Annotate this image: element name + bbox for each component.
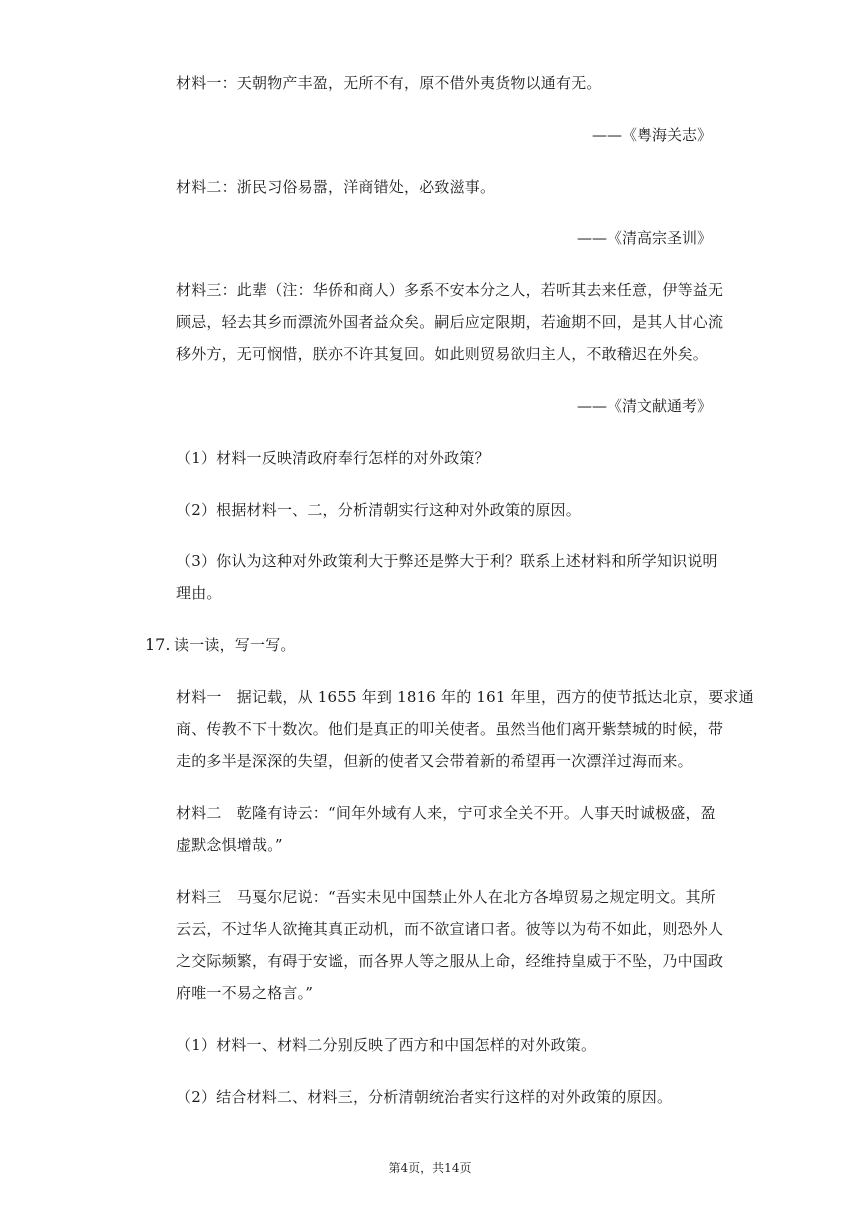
material-2-text: 材料二：浙民习俗易嚣，洋商错处，必致滋事。 (176, 178, 496, 196)
question-17-2: （2）结合材料二、材料三，分析清朝统治者实行这样的对外政策的原因。 (176, 1088, 673, 1106)
q17-material-3-line: 府唯一不易之格言。” (176, 984, 314, 1002)
q17-material-3-line: 材料三 马戛尔尼说：“吾实未见中国禁止外人在北方各埠贸易之规定明文。其所 (176, 888, 716, 906)
material-3-source: ——《清文献通考》 (576, 397, 712, 415)
question-16-1: （1）材料一反映清政府奉行怎样的对外政策？ (176, 449, 490, 467)
material-3-line: 材料三：此辈（注：华侨和商人）多系不安本分之人，若听其去来任意，伊等益无 (176, 281, 724, 299)
question-17-heading: 读一读，写一写。 (174, 636, 296, 654)
q17-material-1-line: 材料一 据记载，从 1655 年到 1816 年的 161 年里，西方的使节抵达北京，要求通 (176, 688, 754, 706)
q17-material-1-line: 商、传教不下十数次。他们是真正的叩关使者。虽然当他们离开紫禁城的时候，带 (176, 720, 724, 738)
question-16-2: （2）根据材料一、二，分析清朝实行这种对外政策的原因。 (176, 501, 581, 519)
q17-material-1-line: 走的多半是深深的失望，但新的使者又会带着新的希望再一次漂洋过海而来。 (176, 752, 693, 770)
q17-material-2-line: 材料二 乾隆有诗云：“间年外域有人来，宁可求全关不开。人事天时诚极盛，盈 (176, 804, 716, 822)
material-3-line: 顾忌，轻去其乡而漂流外国者益众矣。嗣后应定限期，若逾期不回，是其人甘心流 (176, 313, 724, 331)
page-footer: 第4页，共14页 (388, 1161, 472, 1175)
material-1-text: 材料一：天朝物产丰盈，无所不有，原不借外夷货物以通有无。 (176, 74, 602, 92)
q17-material-3-line: 之交际频繁，有碍于安谧，而各界人等之服从上命，经维持皇威于不坠，乃中国政 (176, 952, 724, 970)
material-1-source: ——《粤海关志》 (591, 126, 712, 144)
question-17-1: （1）材料一、材料二分别反映了西方和中国怎样的对外政策。 (176, 1036, 597, 1054)
question-17-number: 17. (145, 635, 171, 654)
material-2-source: ——《清高宗圣训》 (576, 229, 712, 247)
q17-material-3-line: 云云，不过华人欲掩其真正动机，而不欲宣诸口者。彼等以为苟不如此，则恐外人 (176, 920, 724, 938)
material-3-line: 移外方，无可悯惜，朕亦不许其复回。如此则贸易欲归主人，不敢稽迟在外矣。 (176, 345, 709, 363)
question-16-3-line: 理由。 (176, 584, 222, 602)
question-16-3-line: （3）你认为这种对外政策利大于弊还是弊大于利？联系上述材料和所学知识说明 (176, 552, 718, 570)
q17-material-2-line: 虚默念惧增哉。” (176, 836, 283, 854)
